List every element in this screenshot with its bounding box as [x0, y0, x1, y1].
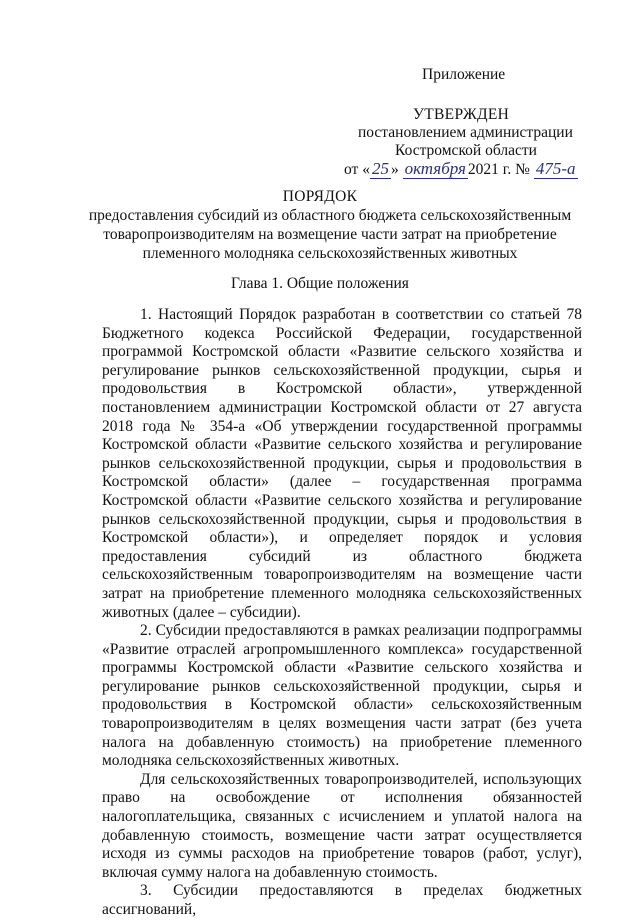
paragraph: 1. Настоящий Порядок разработан в соответствии со статьей 78 Бюджетного кодекса Российской Федерации, государственной программой Костромской области «Развитие сельского хозяйства и регулирование рынков сельскохозяйственной продукции, сырья и продовольствия в Костромской области», утвержденной постановлением администрации Костромской области от 27 августа 2018 года № 354-а «Об утверждении государственной программы Костромской области «Развитие сельского хозяйства и регулирование рынков сельскохозяйственной продукции, сырья и продовольствия в Костромской области» (далее – государственная программа Костромской области «Развитие сельского хозяйства и регулирование рынков сельскохозяйственной продукции, сырья и продовольствия в Костромской области»), и определяет порядок и условия предоставления субсидий из областного бюджета сельскохозяйственным товаропроизводителям на возмещение части затрат на приобретение племенного молодняка сельскохозяйственных животных (далее – субсидии). [102, 306, 582, 621]
document-title: ПОРЯДОК [282, 188, 358, 205]
document-subtitle: предоставления субсидий из областного бюджета сельскохозяйственным товаропроизводителям на возмещение части затрат на приобретение племенного молодняка сельскохозяйственных животных [88, 207, 572, 262]
approved-label: УТВЕРЖДЕН [413, 106, 510, 123]
paragraph: 2. Субсидии предоставляются в рамках реализации подпрограммы «Развитие отраслей агропромышленного комплекса» государственной программы Костромской области «Развитие сельского хозяйства и регулирование рынков сельскохозяйственной продукции, сырья и продовольствия в Костромской области» сельскохозяйственным товаропроизводителям в целях возмещения части затрат (без учета налога на добавленную стоимость) на приобретение племенного молодняка сельскохозяйственных животных. [102, 622, 582, 770]
approval-date-line [344, 158, 578, 180]
handwritten-day: 25 [371, 159, 389, 178]
paragraph: Для сельскохозяйственных товаропроизводителей, использующих право на освобождение от исполнения обязанностей налогоплательщика, связанных с исчислением и уплатой налога на добавленную стоимость, возмещение части затрат осуществляется исходя из суммы расходов на приобретение товаров (работ, услуг), включая сумму налога на добавленную стоимость. [102, 770, 582, 881]
date-mid: » [390, 161, 399, 178]
handwritten-number: 475-а [535, 159, 576, 178]
chapter-heading: Глава 1. Общие положения [231, 275, 409, 292]
paragraph: 3. Субсидии предоставляются в пределах бюджетных ассигнований, [102, 882, 582, 918]
handwritten-month: октября [404, 159, 466, 178]
date-prefix: от « [344, 161, 370, 178]
approved-by: постановлением администрации [358, 124, 573, 141]
document-body [102, 306, 582, 920]
appendix-label: Приложение [422, 66, 506, 83]
date-year: 2021 г. № [467, 161, 530, 178]
approved-region: Костромской области [395, 142, 537, 159]
